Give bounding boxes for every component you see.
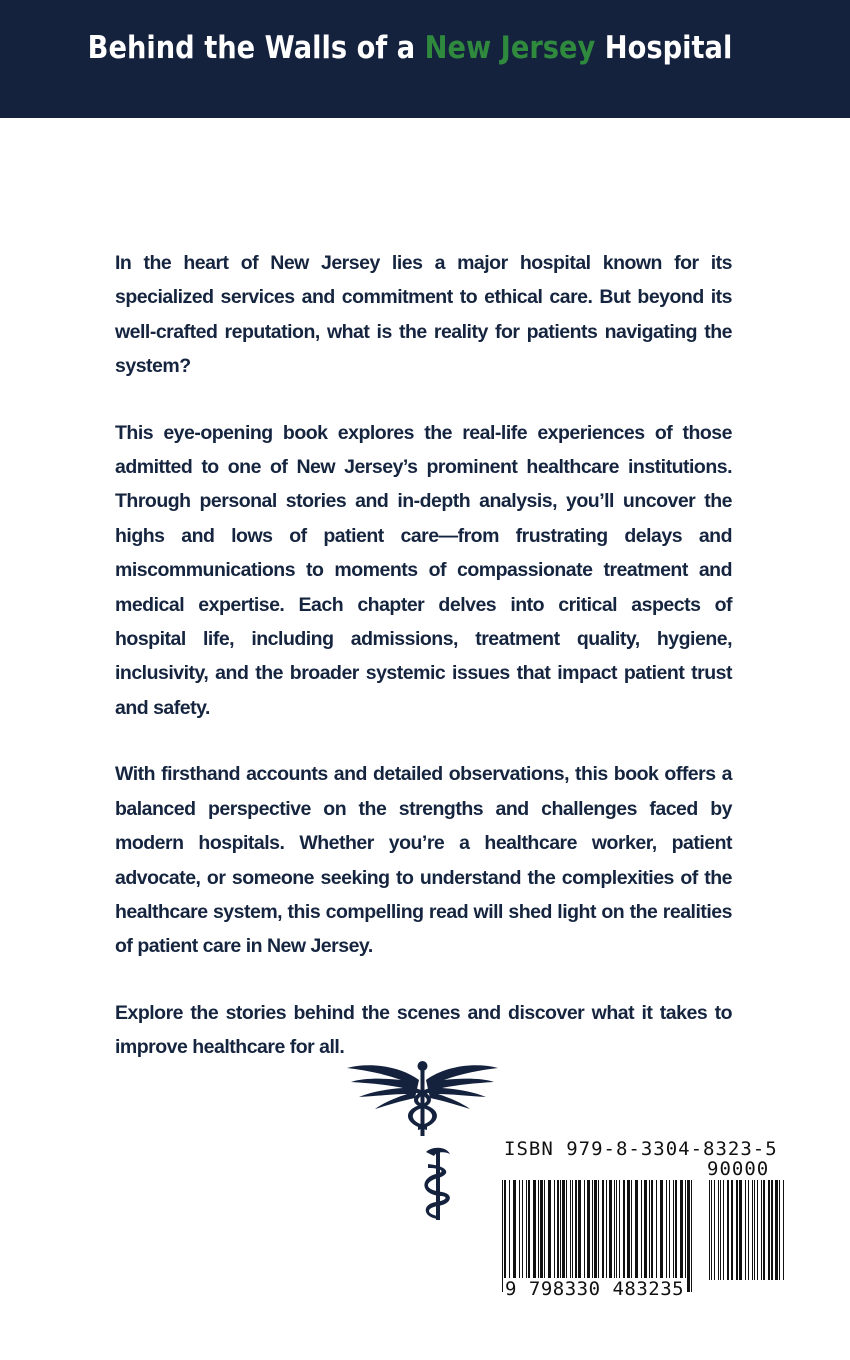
blurb-paragraph: In the heart of New Jersey lies a major hospital known for its specialized services and commitment to ethical care. But beyond its well-crafted reputation, what is the reality for patients navigating the system?: [115, 252, 732, 378]
barcode-bar: [602, 1180, 604, 1292]
barcode-bar: [656, 1180, 657, 1292]
barcode-bar: [680, 1180, 683, 1292]
barcode-bar: [614, 1180, 615, 1292]
barcode-bar: [635, 1180, 638, 1292]
barcode-bar: [673, 1180, 674, 1292]
barcode-bar: [631, 1180, 632, 1292]
barcode-bar: [714, 1180, 715, 1280]
barcode-bar: [627, 1180, 630, 1292]
barcode-bar: [763, 1180, 765, 1280]
barcode-bar: [727, 1180, 729, 1280]
barcode-bar: [560, 1180, 561, 1292]
barcode-bar: [761, 1180, 762, 1280]
barcode-bar: [752, 1180, 753, 1280]
barcode-bar: [768, 1180, 770, 1280]
barcode-bar: [754, 1180, 755, 1280]
barcode-bar: [685, 1180, 686, 1292]
title-accent: New Jersey: [424, 30, 596, 66]
barcode-bar: [528, 1180, 530, 1292]
barcode-bar: [619, 1180, 620, 1292]
title-part-1: Behind the Walls of a: [87, 30, 416, 66]
header-banner: [0, 0, 850, 118]
isbn-barcode-block: [495, 1132, 800, 1304]
barcode-bar: [644, 1180, 647, 1292]
barcode-bar: [519, 1180, 520, 1292]
barcode-bar: [669, 1180, 670, 1292]
barcode-bar: [616, 1180, 617, 1292]
barcode-bar: [566, 1180, 567, 1292]
book-title: [49, 30, 771, 66]
barcode-bar: [649, 1180, 650, 1292]
barcode-bar: [592, 1180, 593, 1292]
barcode-bar: [575, 1180, 577, 1292]
blurb-paragraph: This eye-opening book explores the real-life experiences of those admitted to one of New Jersey’s prominent healthcare institutions. Through personal stories and in-depth analysis, you’ll uncover the highs and lows of patient care—from frustrating delays and miscommunications to moments of compassionate treatment and medical expertise. Each chapter delves into critical aspects of hospital life, including admissions, treatment quality, hygiene, inclusivity, and the broader systemic issues that impact patient trust and safety.: [115, 421, 732, 719]
barcode-bar: [779, 1180, 780, 1280]
barcode-bar: [540, 1180, 543, 1292]
barcode-bar: [739, 1180, 742, 1280]
barcode-bar: [651, 1180, 653, 1292]
barcode-bar: [538, 1180, 539, 1292]
barcode-bar: [502, 1180, 503, 1292]
rod-of-asclepius-icon: [418, 1146, 458, 1222]
barcode-bar: [509, 1180, 510, 1292]
caduceus-icon: [345, 1058, 500, 1140]
barcode-bar: [723, 1180, 724, 1280]
barcode-bar: [572, 1180, 573, 1292]
barcode-bar: [609, 1180, 612, 1292]
barcode-bar: [544, 1180, 545, 1292]
barcode-bar: [598, 1180, 599, 1292]
barcode-bar: [709, 1180, 710, 1280]
barcode-bar: [533, 1180, 536, 1292]
barcode-bar: [623, 1180, 625, 1292]
blurb-paragraph: With firsthand accounts and detailed observations, this book offers a balanced perspective on the strengths and challenges faced by modern hospitals. Whether you’re a healthcare worker, patient advocate, or someone seeking to understand the complexities of the healthcare system, this compelling read will shed light on the realities of patient care in New Jersey.: [115, 763, 732, 958]
barcode-bar: [745, 1180, 746, 1280]
barcode-bar: [526, 1180, 527, 1292]
barcode-bar: [675, 1180, 677, 1292]
barcode-bar: [557, 1180, 559, 1292]
barcode-bar: [718, 1180, 719, 1280]
barcode-bar: [757, 1180, 758, 1280]
barcode-bar: [771, 1180, 773, 1280]
barcode-bar: [606, 1180, 607, 1292]
barcode-bar: [554, 1180, 555, 1292]
barcode-bar: [584, 1180, 585, 1292]
barcode-bar: [687, 1180, 690, 1292]
barcode-bar: [594, 1180, 597, 1292]
blurb-paragraph: Explore the stories behind the scenes and discover what it takes to improve healthcare for all.: [115, 1001, 732, 1059]
barcode-bar: [711, 1180, 712, 1280]
barcode-bar: [783, 1180, 784, 1280]
barcode-bar: [748, 1180, 749, 1280]
barcode-bar: [731, 1180, 733, 1280]
barcode-bar: [720, 1180, 721, 1280]
barcode-bar: [548, 1180, 551, 1292]
barcode-bar: [562, 1180, 565, 1292]
barcode-bar: [775, 1180, 778, 1280]
barcode-bar: [641, 1180, 642, 1292]
title-part-2: Hospital: [604, 30, 733, 66]
barcode-bar: [578, 1180, 581, 1292]
price-code: 90000: [707, 1158, 770, 1180]
barcode-bar: [691, 1180, 692, 1292]
barcode-bar: [513, 1180, 516, 1292]
barcode-digits: 9 798330 483235: [505, 1278, 685, 1300]
barcode-bar: [570, 1180, 571, 1292]
barcode-bar: [736, 1180, 738, 1280]
back-cover-blurb: [115, 246, 732, 1097]
barcode-bar: [522, 1180, 523, 1292]
barcode-bar: [587, 1180, 590, 1292]
addon-barcode-bars: [707, 1180, 787, 1280]
ean13-barcode-bars: [500, 1180, 696, 1292]
isbn-label: ISBN 979-8-3304-8323-5: [504, 1138, 778, 1160]
barcode-bar: [660, 1180, 663, 1292]
barcode-bar: [666, 1180, 667, 1292]
barcode-bar: [504, 1180, 506, 1292]
